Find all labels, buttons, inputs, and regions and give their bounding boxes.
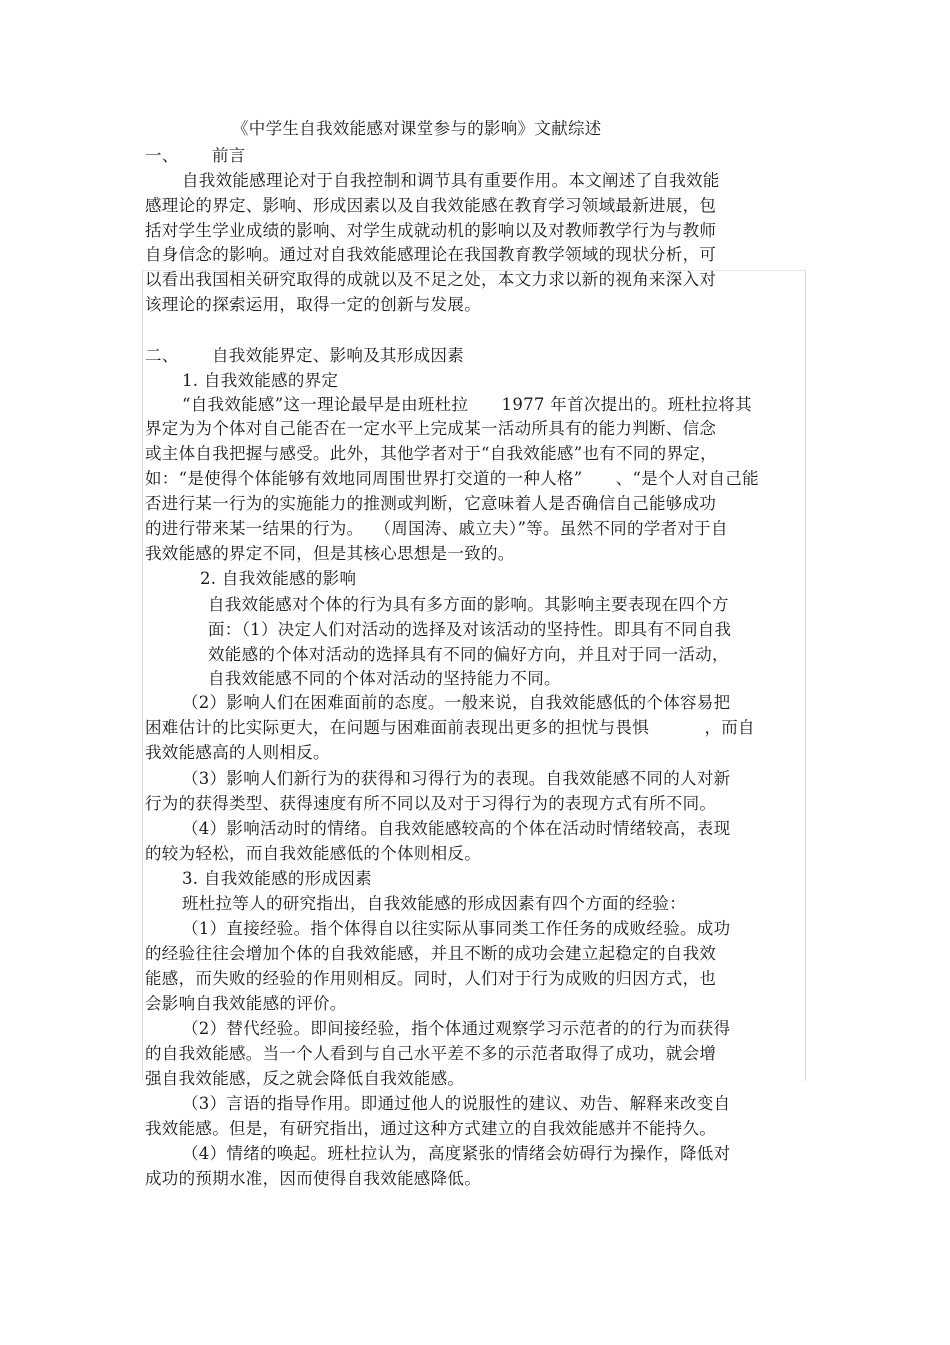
paragraph-line: 的较为轻松，而自我效能感低的个体则相反。 <box>145 844 481 863</box>
paragraph-line: （2）影响人们在困难面前的态度。一般来说，自我效能感低的个体容易把 <box>182 693 731 712</box>
paragraph-line: 以看出我国相关研究取得的成就以及不足之处，本文力求以新的视角来深入对 <box>145 270 717 289</box>
section-2-number: 二、 <box>145 346 179 365</box>
paragraph-line: （3）言语的指导作用。即通过他人的说服性的建议、劝告、解释来改变自 <box>182 1094 731 1113</box>
section-1-number: 一、 <box>145 146 179 165</box>
subsection-heading: 2. 自我效能感的影响 <box>200 569 357 588</box>
paragraph-line: 或主体自我把握与感受。此外，其他学者对于“自我效能感”也有不同的界定， <box>145 444 717 463</box>
subsection-heading: 3. 自我效能感的形成因素 <box>182 869 372 888</box>
paragraph-line: 强自我效能感，反之就会降低自我效能感。 <box>145 1069 465 1088</box>
paragraph-line: 的进行带来某一结果的行为。 （周国涛、戚立夫）”等。虽然不同的学者对于自 <box>145 519 728 538</box>
paragraph-line: 自身信念的影响。通过对自我效能感理论在我国教育教学领域的现状分析，可 <box>145 245 717 264</box>
paragraph-line: 的自我效能感。当一个人看到与自己水平差不多的示范者取得了成功，就会增 <box>145 1044 717 1063</box>
paragraph-line: （4）情绪的唤起。班杜拉认为，高度紧张的情绪会妨碍行为操作，降低对 <box>182 1144 731 1163</box>
paragraph-line: 否进行某一行为的实施能力的推测或判断，它意味着人是否确信自己能够成功 <box>145 494 717 513</box>
paragraph-line: 括对学生学业成绩的影响、对学生成就动机的影响以及对教师教学行为与教师 <box>145 221 717 240</box>
document-title: 《中学生自我效能感对课堂参与的影响》文献综述 <box>232 119 602 138</box>
paragraph-line: 面：（1）决定人们对活动的选择及对该活动的坚持性。即具有不同自我 <box>208 620 732 639</box>
paragraph-line: 自我效能感理论对于自我控制和调节具有重要作用。本文阐述了自我效能 <box>182 171 720 190</box>
paragraph-line: 困难估计的比实际更大，在问题与困难面前表现出更多的担忧与畏惧 ，而自 <box>145 718 755 737</box>
paragraph-line: 如：“是使得个体能够有效地同周围世界打交道的一种人格” 、“是个人对自己能 <box>145 469 759 488</box>
paragraph-line: 界定为为个体对自己能否在一定水平上完成某一活动所具有的能力判断、信念 <box>145 419 717 438</box>
paragraph-line: （2）替代经验。即间接经验，指个体通过观察学习示范者的的行为而获得 <box>182 1019 731 1038</box>
paragraph-line: “自我效能感”这一理论最早是由班杜拉 1977 年首次提出的。班杜拉将其 <box>182 395 752 414</box>
paragraph-line: 效能感的个体对活动的选择具有不同的偏好方向，并且对于同一活动， <box>208 645 729 664</box>
paragraph-line: 自我效能感对个体的行为具有多方面的影响。其影响主要表现在四个方 <box>208 595 729 614</box>
paragraph-line: 我效能感高的人则相反。 <box>145 743 330 762</box>
subsection-heading: 1. 自我效能感的界定 <box>182 371 339 390</box>
paragraph-line: 会影响自我效能感的评价。 <box>145 994 347 1013</box>
section-1-heading: 前言 <box>212 146 246 165</box>
paragraph-line: 班杜拉等人的研究指出，自我效能感的形成因素有四个方面的经验： <box>182 894 686 913</box>
paragraph-line: （4）影响活动时的情绪。自我效能感较高的个体在活动时情绪较高，表现 <box>182 819 731 838</box>
paragraph-line: 行为的获得类型、获得速度有所不同以及对于习得行为的表现方式有所不同。 <box>145 794 717 813</box>
section-2-heading: 自我效能界定、影响及其形成因素 <box>212 346 464 365</box>
paragraph-line: （1）直接经验。指个体得自以往实际从事同类工作任务的成败经验。成功 <box>182 919 731 938</box>
paragraph-line: 的经验往往会增加个体的自我效能感，并且不断的成功会建立起稳定的自我效 <box>145 944 717 963</box>
paragraph-line: 该理论的探索运用，取得一定的创新与发展。 <box>145 295 481 314</box>
paragraph-line: （3）影响人们新行为的获得和习得行为的表现。自我效能感不同的人对新 <box>182 769 731 788</box>
paragraph-line: 感理论的界定、影响、形成因素以及自我效能感在教育学习领域最新进展，包 <box>145 196 717 215</box>
paragraph-line: 我效能感的界定不同，但是其核心思想是一致的。 <box>145 544 515 563</box>
paragraph-line: 成功的预期水准，因而使得自我效能感降低。 <box>145 1169 481 1188</box>
paragraph-line: 能感，而失败的经验的作用则相反。同时，人们对于行为成败的归因方式，也 <box>145 969 717 988</box>
paragraph-line: 我效能感。但是，有研究指出，通过这种方式建立的自我效能感并不能持久。 <box>145 1119 717 1138</box>
paragraph-line: 自我效能感不同的个体对活动的坚持能力不同。 <box>208 669 561 688</box>
